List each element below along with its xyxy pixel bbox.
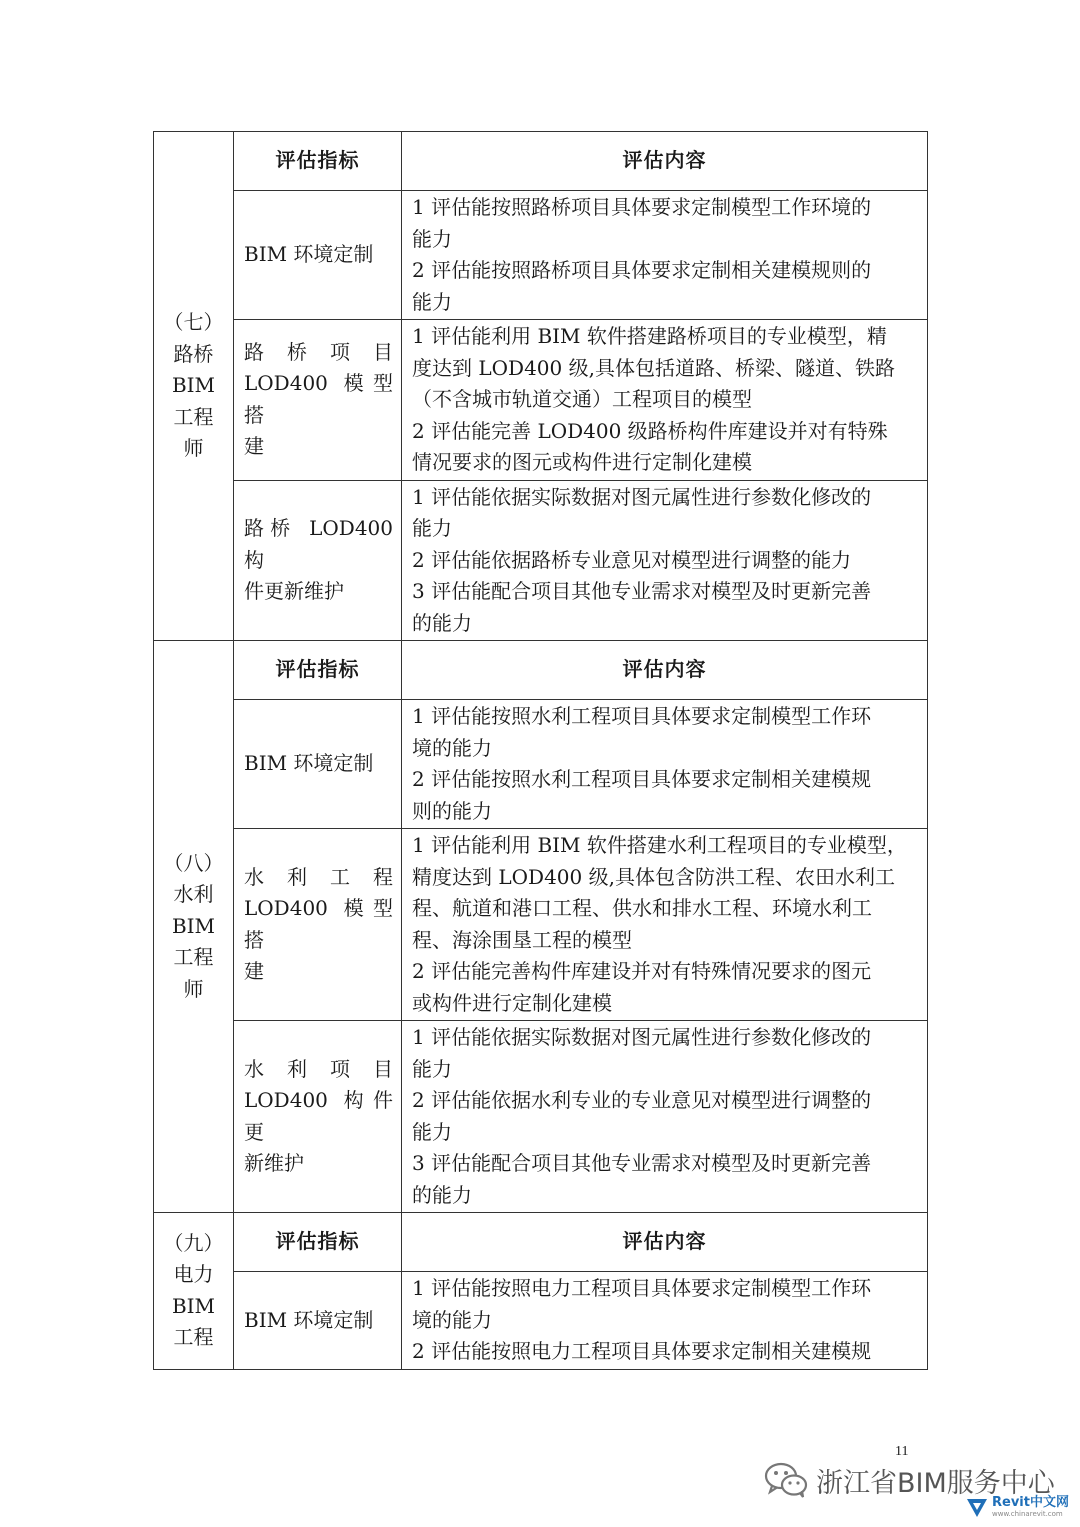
content-line: 2 评估能完善 LOD400 级路桥构件库建设并对有特殊 [412,418,888,443]
group-label-line: BIM [171,913,216,938]
group-label-line: 电力 [173,1262,214,1287]
content-line: 2 评估能按照电力工程项目具体要求定制相关建模规 [412,1339,872,1363]
content-line: 2 评估能依据水利专业的专业意见对模型进行调整的 [412,1088,872,1112]
header-content: 评估内容 [402,641,928,700]
group-label-line: 工程 [173,404,214,429]
table-header-row [154,132,928,191]
header-content: 评估内容 [402,1213,928,1272]
content-line: 能力 [412,226,452,251]
wechat-icon [762,1460,810,1500]
group-label-line: （八） [163,850,224,875]
logo-mark-icon [965,1495,989,1519]
indicator-cell [234,1021,402,1213]
content-line: 则的能力 [412,798,492,823]
header-indicator: 评估指标 [234,1213,402,1272]
assessment-table [153,131,928,1370]
section-group-label [154,132,234,641]
content-line: 能力 [412,516,452,540]
page-number: 11 [895,1444,909,1459]
logo-text: Revit中文网 [992,1495,1069,1510]
table-row [154,480,928,641]
header-indicator: 评估指标 [234,132,402,191]
watermark-text: 浙江省BIM服务中心 [816,1467,1055,1499]
table-body [154,132,928,1370]
content-line: 境的能力 [412,735,492,760]
group-label-line: （九） [163,1230,224,1255]
content-cell [402,1272,928,1370]
content-line: （不含城市轨道交通）工程项目的模型 [412,387,752,411]
indicator-cell [234,700,402,829]
indicator-cell [234,191,402,320]
indicator-line: 件更新维护 [244,579,344,603]
content-line: 1 评估能按照电力工程项目具体要求定制模型工作环 [412,1276,872,1300]
content-line: 1 评估能依据实际数据对图元属性进行参数化修改的 [412,1025,872,1049]
content-line: 1 评估能利用 BIM 软件搭建路桥项目的专业模型，精 [412,324,887,348]
content-cell [402,191,928,320]
indicator-cell [234,1272,402,1370]
content-line: 能力 [412,1056,452,1081]
content-line: 能力 [412,1119,452,1144]
content-line: 2 评估能按照水利工程项目具体要求定制相关建模规 [412,767,872,791]
table-row [154,320,928,481]
content-line: 1 评估能利用 BIM 软件搭建水利工程项目的专业模型， [412,833,907,857]
header-content: 评估内容 [402,132,928,191]
header-indicator: 评估指标 [234,641,402,700]
table-row [154,1021,928,1213]
section-group-label [154,1213,234,1370]
content-line: 3 评估能配合项目其他专业需求对模型及时更新完善 [412,1151,872,1175]
group-label-line: 工程 [173,1325,214,1350]
content-line: 1 评估能按照路桥项目具体要求定制模型工作环境的 [412,195,872,219]
group-label-line: 师 [183,976,204,1001]
indicator-cell [234,480,402,641]
indicator-cell [234,829,402,1021]
content-cell [402,320,928,481]
group-label-line: 路桥 [173,341,214,366]
table-header-row [154,1213,928,1272]
content-line: 能力 [412,289,452,314]
table-row [154,1272,928,1370]
group-label-line: BIM [171,1293,216,1318]
content-line: 度达到 LOD400 级,具体包括道路、桥梁、隧道、铁路 [412,355,895,380]
group-label-line: 师 [183,436,204,461]
content-line: 1 评估能依据实际数据对图元属性进行参数化修改的 [412,484,872,509]
content-line: 的能力 [412,1182,472,1207]
content-line: 境的能力 [412,1307,492,1332]
site-logo [965,1492,1075,1522]
content-line: 的能力 [412,610,472,635]
indicator-line: LOD400 构件更 [244,1088,393,1144]
table-row [154,191,928,320]
content-cell [402,829,928,1021]
indicator-line: LOD400 模型搭 [244,896,393,952]
group-label-line: BIM [171,373,216,398]
content-cell [402,1021,928,1213]
table-row [154,829,928,1021]
content-line: 程、航道和港口工程、供水和排水工程、环境水利工 [412,896,872,920]
content-line: 2 评估能依据路桥专业意见对模型进行调整的能力 [412,547,852,572]
content-cell [402,480,928,641]
content-cell [402,700,928,829]
indicator-line: LOD400 模型搭 [244,371,393,427]
indicator-line: BIM 环境定制 [244,751,374,776]
table-header-row [154,641,928,700]
indicator-line: 路桥 LOD400 构 [244,516,393,572]
content-line: 或构件进行定制化建模 [412,990,612,1015]
indicator-cell [234,320,402,481]
indicator-line: 建 [244,959,264,983]
content-line: 2 评估能完善构件库建设并对有特殊情况要求的图元 [412,959,872,983]
indicator-line: 建 [244,434,264,459]
indicator-line: 新维护 [244,1151,304,1175]
indicator-line: 水 利 项 目 [244,1056,393,1081]
indicator-line: 路 桥 项 目 [244,339,393,364]
content-line: 情况要求的图元或构件进行定制化建模 [412,450,752,474]
content-line: 程、海涂围垦工程的模型 [412,927,632,952]
group-label-line: 工程 [173,945,214,970]
group-label-line: 水利 [173,882,214,907]
indicator-line: BIM 环境定制 [244,1307,374,1332]
table-row [154,700,928,829]
content-line: 2 评估能按照路桥项目具体要求定制相关建模规则的 [412,258,872,282]
logo-subtext: www.chinarevit.com [992,1510,1063,1518]
content-line: 3 评估能配合项目其他专业需求对模型及时更新完善 [412,579,872,603]
indicator-line: 水 利 工 程 [244,864,393,889]
indicator-line: BIM 环境定制 [244,242,374,267]
group-label-line: （七） [163,310,224,335]
content-line: 1 评估能按照水利工程项目具体要求定制模型工作环 [412,704,872,728]
content-line: 精度达到 LOD400 级,具体包含防洪工程、农田水利工 [412,864,895,889]
section-group-label [154,641,234,1213]
